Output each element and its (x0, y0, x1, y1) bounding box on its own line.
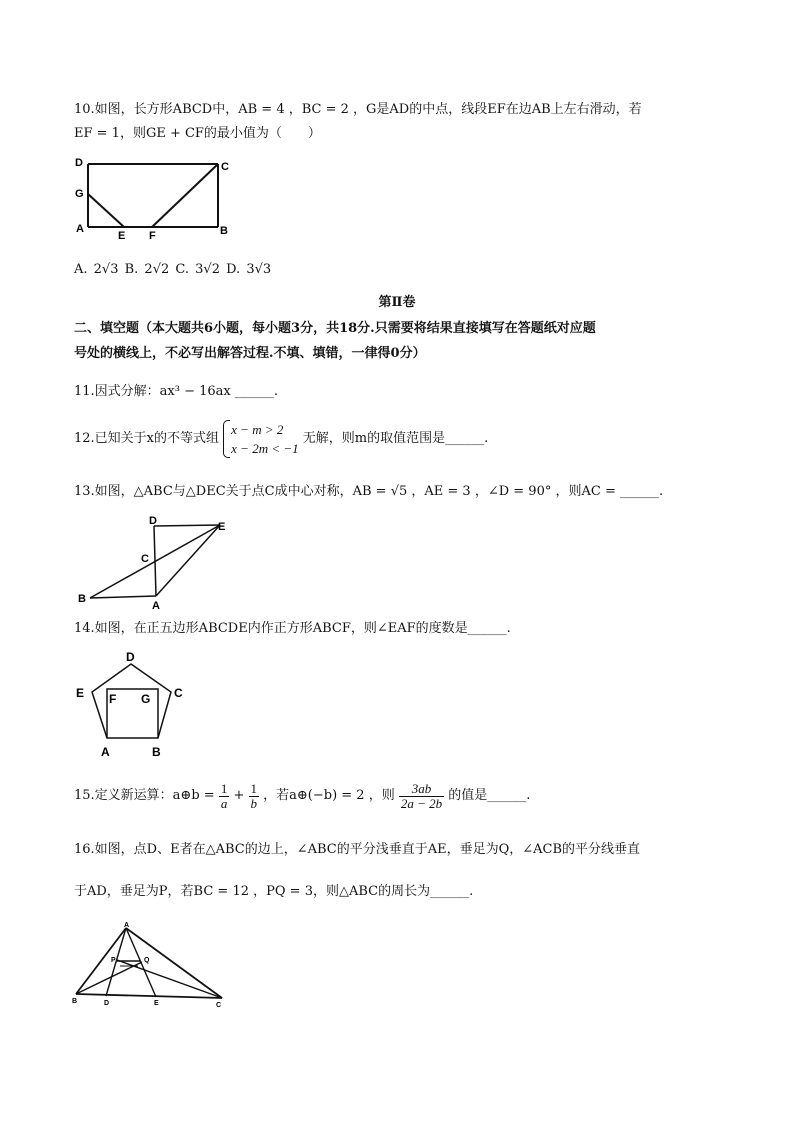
q14-label-d: D (126, 650, 135, 664)
part2-header-line2: 号处的横线上，不必写出解答过程.不填、填错，一律得0分） (74, 346, 426, 361)
part2-header-line1: 二、填空题（本大题共6小题，每小题3分，共18分.只需要将结果直接填写在答题纸对应题 (74, 321, 596, 336)
q14-label-c: C (174, 686, 183, 700)
q12-suffix: 无解，则m的取值范围是______. (302, 431, 489, 446)
section-title: 第Ⅱ卷 (378, 295, 416, 310)
q15-plus: + (233, 788, 245, 803)
q15-mid: ，若a⊕(−b) = 2 ，则 (263, 788, 395, 803)
q16-label-e: E (154, 1000, 159, 1007)
q12-line (74, 420, 488, 458)
q11-text: 11.因式分解：ax³ − 16ax ______. (74, 384, 279, 399)
q13-label-c: C (141, 553, 149, 565)
q14-label-f: F (109, 692, 117, 706)
q10-line2: EF = 1，则GE + CF的最小值为（ ） (74, 126, 321, 141)
q13-label-e: E (218, 521, 226, 533)
q13-text: 13.如图，△ABC与△DEC关于点C成中心对称，AB = √5 ，AE = 3 ，∠D = 90° ，则AC = ______. (74, 484, 664, 499)
q10-label-d: D (75, 157, 83, 169)
q12-ineq1: x − m > 2 (231, 422, 284, 437)
q16-label-d: D (104, 1000, 110, 1007)
q14-label-b: B (152, 745, 161, 759)
q15-frac1: $\frac{1}{a}$ (220, 780, 228, 811)
q15-frac2: $\frac{1}{b}$ (250, 780, 257, 811)
q15-suffix: 的值是______. (448, 788, 531, 803)
q15-line (74, 778, 530, 815)
q10-label-c: C (221, 161, 229, 173)
q13-label-d: D (149, 515, 157, 527)
q10-label-b: B (220, 225, 228, 237)
q14-label-a: A (101, 745, 110, 759)
q13-label-a: A (152, 600, 160, 612)
q16-label-q: Q (144, 957, 150, 964)
q10-line1: 10.如图，长方形ABCD中，AB = 4 ，BC = 2 ，G是AD的中点，线段EF在边AB上左右滑动，若 (74, 102, 642, 117)
q10-options: A. 2√3 B. 2√2 C. 3√2 D. 3√3 (74, 262, 272, 277)
q16-label-b: B (72, 998, 78, 1005)
q16-label-p: P (111, 957, 116, 964)
q16-triangle-figure (70, 918, 230, 1012)
q12-ineq2: x − 2m < −1 (231, 441, 299, 456)
q14-pentagon-figure (70, 646, 200, 760)
q10-label-a: A (76, 223, 84, 235)
q15-prefix: 15.定义新运算：a⊕b = (74, 788, 215, 803)
q14-label-g: G (141, 692, 151, 706)
q10-label-g: G (75, 188, 84, 200)
q13-label-b: B (78, 593, 86, 605)
q16-label-c: C (216, 1002, 222, 1009)
q15-frac3: $\frac{3ab}{2a - 2b}$ (400, 780, 443, 811)
q12-prefix: 12.已知关于x的不等式组 (74, 431, 220, 446)
q12-inequality-system (223, 420, 298, 458)
q16-label-a: A (124, 922, 130, 929)
q10-rectangle-figure (70, 152, 240, 240)
q16-line1: 16.如图，点D、E者在△ABC的边上，∠ABC的平分浅垂直于AE，垂足为Q，∠ACB的平分线垂直 (74, 842, 641, 857)
q13-figure (70, 512, 240, 612)
q10-label-f: F (149, 230, 156, 240)
q14-text: 14.如图，在正五边形ABCDE内作正方形ABCF，则∠EAF的度数是______. (74, 621, 511, 636)
q10-label-e: E (118, 230, 126, 240)
q16-line2: 于AD，垂足为P，若BC = 12 ，PQ = 3，则△ABC的周长为______. (74, 884, 474, 899)
q14-label-e: E (76, 686, 85, 700)
